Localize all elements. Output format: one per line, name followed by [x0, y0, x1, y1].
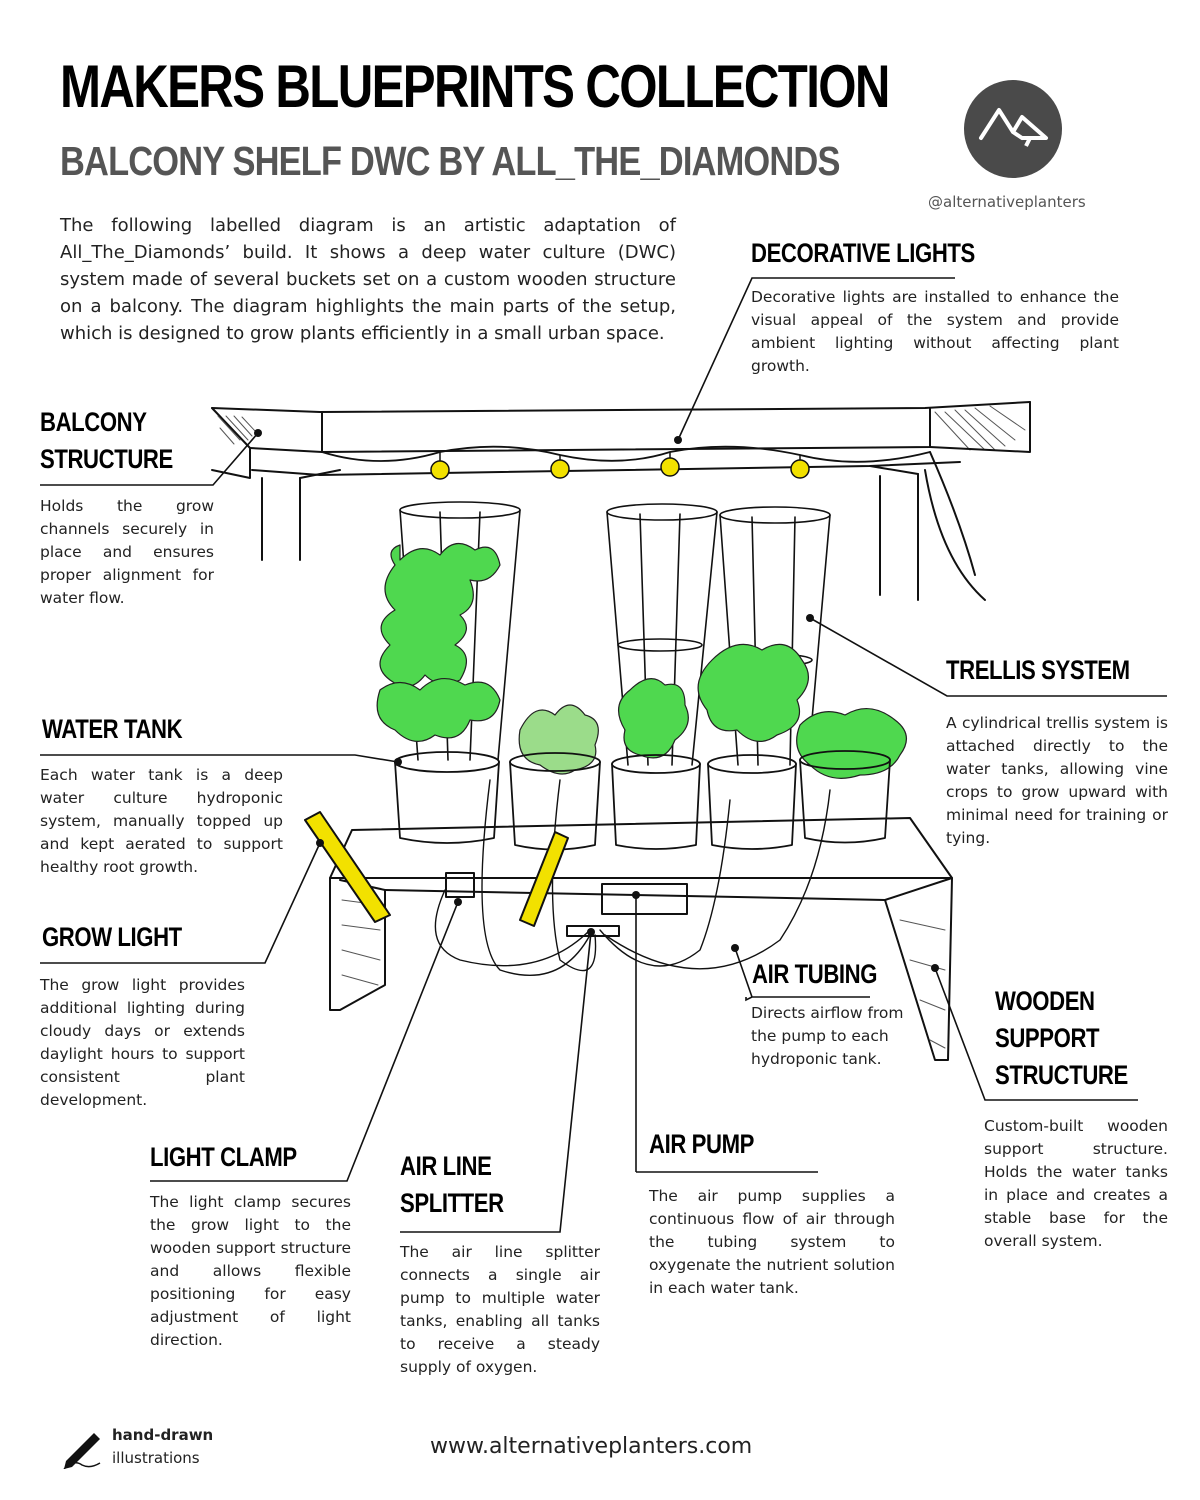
- intro-paragraph: The following labelled diagram is an artistic adaptation of All_The_Diamonds’ build. It shows a deep water culture (DWC) system made of several buckets set on a custom wooden structure on a balcony. The diagram highlights the main parts of the setup, which is designed to grow plants efficiently in a small urban space.: [60, 215, 676, 344]
- decorative-lights-title: DECORATIVE LIGHTS: [751, 238, 975, 268]
- balcony-structure-desc: Holds the grow channels securely in place and ensures proper alignment for water flow.: [40, 497, 214, 607]
- page-subtitle: BALCONY SHELF DWC BY ALL_THE_DIAMONDS: [60, 138, 840, 184]
- hand-drawn-rest: illustrations: [112, 1449, 200, 1467]
- air-tubing-title: AIR TUBING: [752, 959, 878, 989]
- grow-light-title: GROW LIGHT: [42, 922, 182, 952]
- air-pump-title: AIR PUMP: [649, 1129, 754, 1159]
- trellis-system-desc: A cylindrical trellis system is attached directly to the water tanks, allowing vine crops to grow upward with minimal need for training or tying.: [946, 714, 1168, 847]
- wooden-support-title-1: WOODEN: [995, 986, 1095, 1016]
- water-tank-title: WATER TANK: [42, 714, 183, 744]
- air-line-splitter-desc: The air line splitter connects a single air pump to multiple water tanks, enabling all tanks to receive a steady supply of oxygen.: [400, 1243, 600, 1376]
- trellis-system-title: TRELLIS SYSTEM: [946, 655, 1130, 685]
- hand-drawn-note: [112, 1424, 213, 1470]
- air-line-splitter-title-2: SPLITTER: [400, 1188, 504, 1218]
- air-line-splitter-title-1: AIR LINE: [400, 1151, 492, 1181]
- page-title: MAKERS BLUEPRINTS COLLECTION: [60, 53, 889, 120]
- wooden-support-desc: Custom-built wooden support structure. Holds the water tanks in place and creates a stable base for the overall system.: [984, 1117, 1168, 1250]
- water-tank-desc: Each water tank is a deep water culture hydroponic system, manually topped up and kept aerated to support healthy root growth.: [40, 766, 283, 876]
- hand-drawn-bold: hand-drawn: [112, 1426, 214, 1444]
- website-link[interactable]: www.alternativeplanters.com: [430, 1434, 753, 1459]
- social-handle[interactable]: @alternativeplanters: [928, 193, 1086, 211]
- decorative-bulbs: [431, 452, 809, 479]
- balcony-structure-title-1: BALCONY: [40, 407, 147, 437]
- air-pump-desc: The air pump supplies a continuous flow of air through the tubing system to oxygenate the nutrient solution in each water tank.: [649, 1187, 895, 1297]
- wooden-support-title-3: STRUCTURE: [995, 1060, 1128, 1090]
- balcony-beam: [212, 402, 1030, 600]
- light-clamp-desc: The light clamp secures the grow light to the wooden support structure and allows flexible positioning for easy adjustment of light direction.: [150, 1193, 351, 1349]
- decorative-lights-desc: Decorative lights are installed to enhance the visual appeal of the system and provide ambient lighting without affecting plant growth.: [751, 288, 1119, 375]
- grow-light-desc: The grow light provides additional lighting during cloudy days or extends daylight hours to support consistent plant development.: [40, 976, 245, 1109]
- light-clamp-title: LIGHT CLAMP: [150, 1142, 297, 1172]
- air-tubing-desc: Directs airflow from the pump to each hydroponic tank.: [751, 1004, 904, 1068]
- wooden-support-title-2: SUPPORT: [995, 1023, 1100, 1053]
- pencil-icon: [60, 1425, 104, 1469]
- balcony-structure-title-2: STRUCTURE: [40, 444, 173, 474]
